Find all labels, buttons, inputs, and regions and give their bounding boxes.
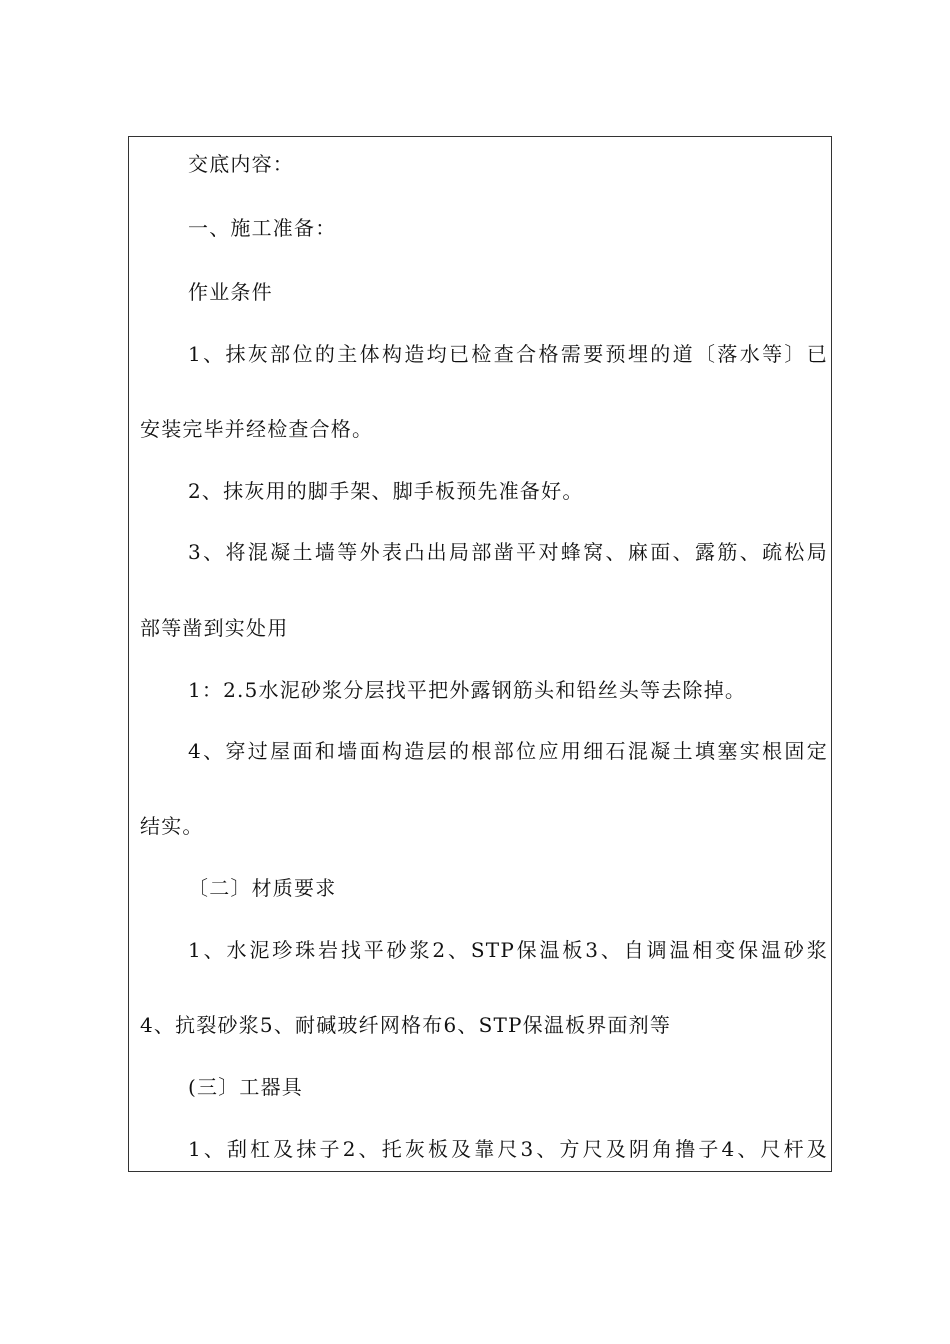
paragraph-line: 1、刮杠及抹子2、托灰板及靠尺3、方尺及阴角撸子4、尺杆及 <box>188 1137 828 1161</box>
paragraph-line: 部等凿到实处用 <box>140 616 289 640</box>
paragraph-line: 安装完毕并经检查合格。 <box>140 417 374 441</box>
paragraph-line: 1、抹灰部位的主体构造均已检查合格需要预埋的道〔落水等〕已 <box>188 342 828 366</box>
section-heading-handover-content: 交底内容： <box>188 152 294 176</box>
paragraph-line: 2、抹灰用的脚手架、脚手板预先准备好。 <box>188 479 584 503</box>
section-heading-construction-prep: 一、施工准备： <box>188 216 337 240</box>
subheading-work-conditions: 作业条件 <box>188 280 273 304</box>
paragraph-line: 1：2.5水泥砂浆分层找平把外露钢筋头和铅丝头等去除掉。 <box>188 678 747 702</box>
paragraph-line: 结实。 <box>140 814 204 838</box>
paragraph-line: 1、水泥珍珠岩找平砂浆2、STP保温板3、自调温相变保温砂浆 <box>188 938 828 962</box>
subheading-tools: (三〕工器具 <box>188 1075 304 1099</box>
paragraph-line: 4、抗裂砂浆5、耐碱玻纤网格布6、STP保温板界面剂等 <box>140 1013 672 1037</box>
paragraph-line: 4、穿过屋面和墙面构造层的根部位应用细石混凝土填塞实根固定 <box>188 739 828 763</box>
paragraph-line: 3、将混凝土墙等外表凸出局部凿平对蜂窝、麻面、露筋、疏松局 <box>188 540 828 564</box>
subheading-material-requirements: 〔二〕材质要求 <box>188 876 337 900</box>
